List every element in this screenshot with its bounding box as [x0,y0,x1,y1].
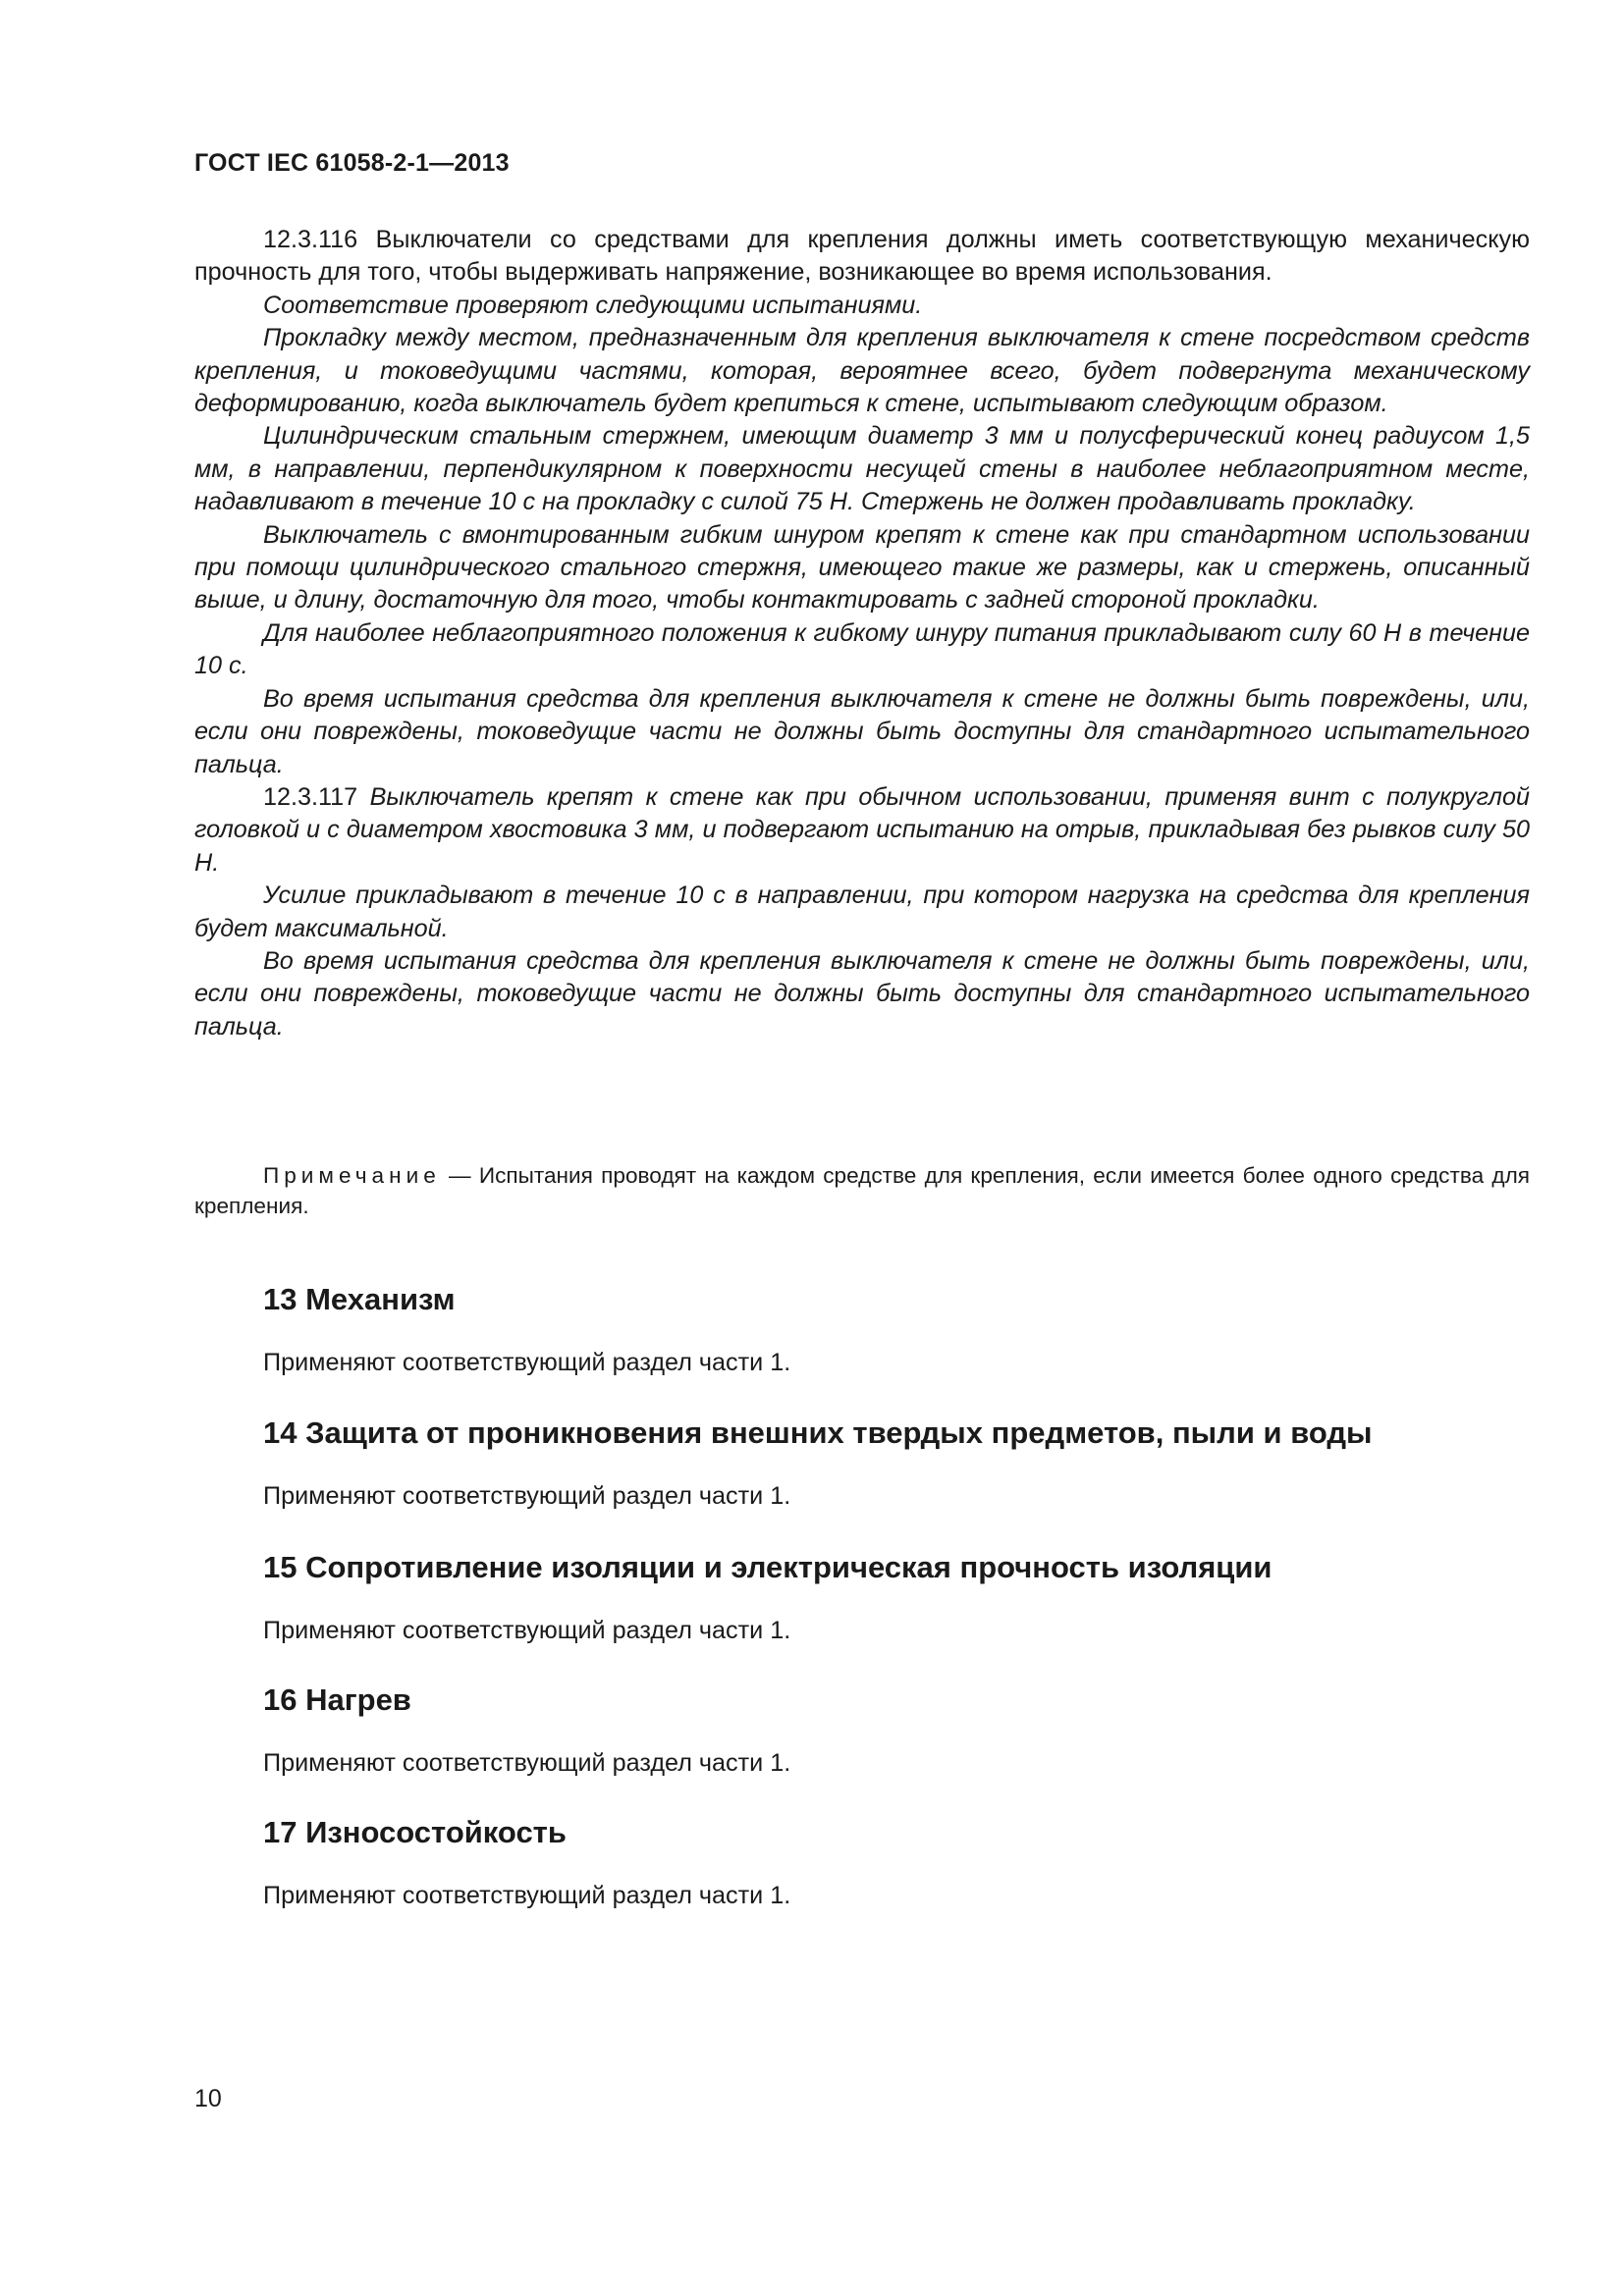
test-paragraph: Прокладку между местом, предназначенным для крепления выключателя к стене посредством средств крепления, и токоведущими частями, которая, вероятнее всего, будет подвергнута механическому деформированию, когда выключатель будет крепиться к стене, испытывают следующим образом. [194,324,1530,418]
test-paragraph: Усилие прикладывают в течение 10 с в направлении, при котором нагрузка на средства для крепления будет максимальной. [194,881,1530,942]
section-body: Применяют соответствующий раздел части 1. [263,1482,791,1510]
section-heading: 13 Механизм [263,1282,456,1316]
note-text: — Испытания проводят на каждом средстве для крепления, если имеется более одного средства для крепления. [194,1163,1530,1218]
clause-text: Выключатель крепят к стене как при обычном использовании, применяя винт с полукруглой головкой и с диаметром хвостовика 3 мм, и подвергают испытанию на отрыв, прикладывая без рывков силу 50 Н. [194,782,1530,877]
test-paragraph: Выключатель с вмонтированным гибким шнуром крепят к стене как при стандартном использовании при помощи цилиндрического стального стержня, имеющего такие же размеры, как и стержень, описанный выше, и длину, достаточную для того, чтобы контактировать с задней стороной прокладки. [194,520,1530,614]
section-13 [263,1280,1530,1376]
page-number: 10 [194,2085,222,2112]
test-paragraph: Во время испытания средства для крепления выключателя к стене не должны быть повреждены, или, если они повреждены, токоведущие части не должны быть доступны для стандартного испытательного пальца. [194,684,1530,778]
compliance-statement: Соответствие проверяют следующими испытаниями. [263,291,923,319]
section-17 [263,1813,1530,1909]
section-heading: 16 Нагрев [263,1682,411,1717]
clause-12-3-116-paragraph [194,224,1530,290]
section-heading: 15 Сопротивление изоляции и электрическая прочность изоляции [263,1550,1272,1584]
clause-12-3-117-paragraph [194,781,1530,880]
section-14 [263,1414,1530,1510]
note-label: Примечание [263,1163,441,1188]
document-header: ГОСТ IEC 61058-2-1—2013 [194,149,510,177]
section-body: Применяют соответствующий раздел части 1. [263,1882,791,1909]
test-paragraph: Для наиболее неблагоприятного положения к гибкому шнуру питания прикладывают силу 60 Н в течение 10 с. [194,618,1530,680]
section-heading: 17 Износостойкость [263,1815,567,1849]
test-paragraph: Во время испытания средства для крепления выключателя к стене не должны быть повреждены, или, если они повреждены, токоведущие части не должны быть доступны для стандартного испытательного пальца. [194,946,1530,1041]
section-heading: 14 Защита от проникновения внешних твердых предметов, пыли и воды [263,1415,1373,1450]
section-body: Применяют соответствующий раздел части 1. [263,1617,791,1644]
clause-number: 12.3.117 [263,782,358,811]
clause-text: Выключатели со средствами для крепления должны иметь соответствующую механическую прочность для того, чтобы выдерживать напряжение, возникающее во время использования. [194,226,1530,287]
note-paragraph [194,1160,1530,1221]
section-16 [263,1681,1530,1777]
clause-body [194,224,1530,1043]
section-body: Применяют соответствующий раздел части 1. [263,1749,791,1777]
section-body: Применяют соответствующий раздел части 1. [263,1349,791,1376]
section-15 [263,1548,1530,1644]
clause-number: 12.3.116 [263,226,358,253]
test-paragraph: Цилиндрическим стальным стержнем, имеющим диаметр 3 мм и полусферический конец радиусом 1,5 мм, в направлении, перпендикулярном к поверхности несущей стены в наиболее неблагоприятном месте, надавливают в течение 10 с на прокладку с силой 75 Н. Стержень не должен продавливать прокладку. [194,422,1530,516]
